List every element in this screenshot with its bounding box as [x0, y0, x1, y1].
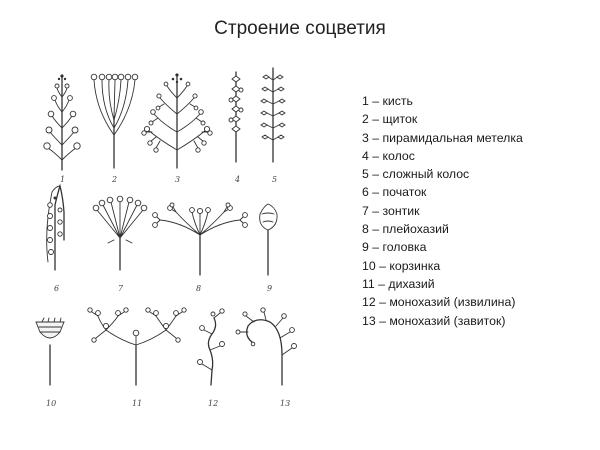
figure-7-umbel [93, 196, 147, 293]
figure-number-6: 6 [54, 284, 60, 293]
legend-item-4: 4 – колос [362, 148, 415, 163]
legend-item-1: 1 – кисть [362, 94, 413, 108]
figure-number-2: 2 [112, 175, 118, 184]
figure-13-monochasium-cincinnus [236, 308, 297, 408]
legend-item-8: 8 – плейохазий [362, 222, 449, 237]
figure-2-corymb [91, 74, 138, 184]
figure-3-panicle [142, 73, 212, 184]
figure-8-pleiochasium [153, 203, 248, 293]
figure-11-dichasium [88, 308, 186, 408]
figure-1-raceme [44, 74, 80, 184]
figure-number-3: 3 [175, 175, 181, 184]
legend-item-7: 7 – зонтик [362, 203, 420, 218]
figure-10-capitulum [36, 318, 64, 408]
legend-item-2: 2 – щиток [362, 112, 418, 127]
figure-number-5: 5 [272, 175, 278, 184]
legend-item-3: 3 – пирамидальная метелка [362, 130, 523, 145]
figure-number-8: 8 [196, 284, 202, 293]
legend-item-5: 5 – сложный колос [362, 167, 470, 182]
figure-number-13: 13 [280, 399, 291, 408]
figure-6-spadix [47, 186, 64, 293]
legend-item-10: 10 – корзинка [362, 258, 441, 273]
figure-number-7: 7 [118, 284, 124, 293]
figure-5-compound-spike [261, 68, 285, 184]
figure-9-head [260, 204, 277, 293]
figure-number-12: 12 [208, 399, 219, 408]
legend-item-13: 13 – монохазий (завиток) [362, 313, 506, 328]
legend-item-9: 9 – головка [362, 240, 427, 255]
figure-number-10: 10 [46, 399, 57, 408]
figure-number-9: 9 [267, 284, 273, 293]
figure-number-11: 11 [132, 399, 143, 408]
figure-4-spike [229, 72, 243, 184]
legend-item-12: 12 – монохазий (извилина) [362, 295, 516, 310]
legend-item-11: 11 – дихазий [362, 276, 435, 291]
figure-number-1: 1 [60, 175, 66, 184]
figure-number-4: 4 [235, 175, 241, 184]
figure-12-monochasium-bostryx [198, 309, 225, 408]
page-title: Строение соцветия [214, 18, 386, 39]
legend-item-6: 6 – початок [362, 185, 427, 200]
